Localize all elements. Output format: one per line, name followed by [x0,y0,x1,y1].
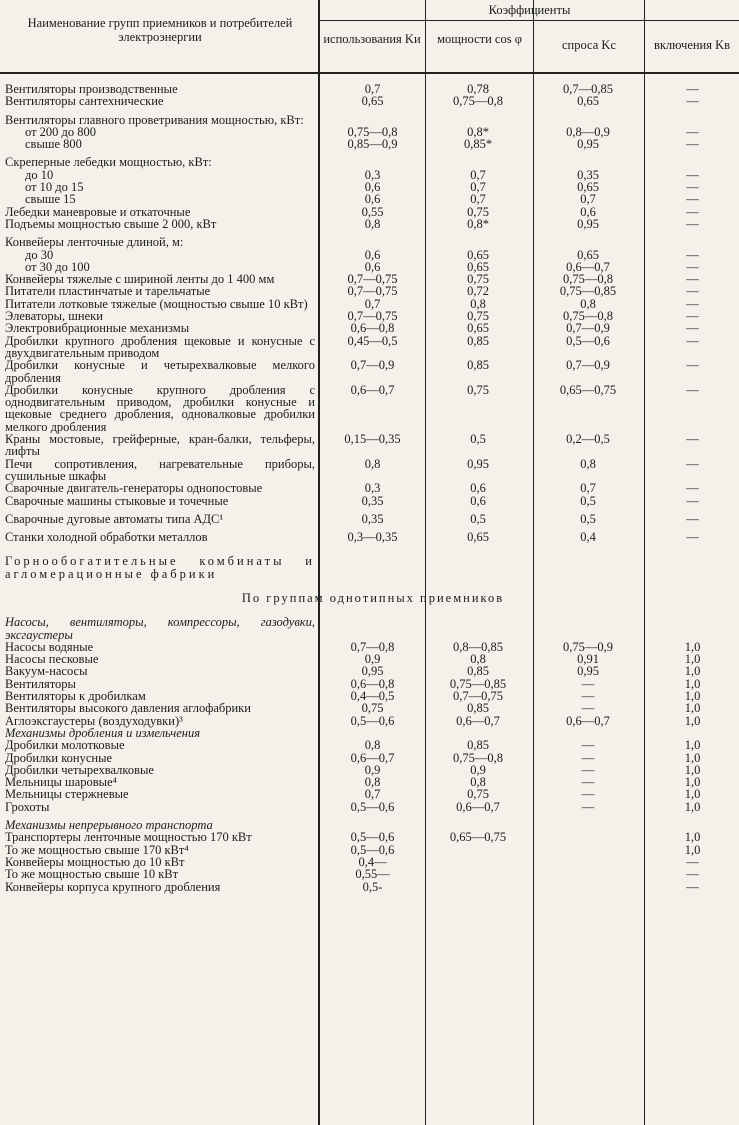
power-factor: 0,6 [470,481,486,496]
row-name: Насосы водяные [5,639,94,654]
table-row [5,322,739,334]
usage-coefficient: 0,8 [364,775,381,790]
row-name: Вентиляторы [5,676,76,691]
demand-coefficient: — [581,787,595,802]
switch-coefficient [644,156,739,168]
demand-coefficient: 0,6 [580,204,596,219]
demand-coefficient: — [581,701,595,716]
power-factor: 0,5 [470,432,486,447]
row-name: Сварочные машины стыковые и точечные [5,493,229,508]
usage-coefficient [321,555,424,580]
usage-coefficient: 0,6—0,8 [350,676,395,691]
header-bottom-rule [0,72,739,74]
demand-coefficient: — [581,799,595,814]
power-factor: 0,95 [467,456,489,471]
demand-coefficient [532,555,644,580]
usage-coefficient: 0,7—0,8 [350,639,395,654]
power-factor: 0,78 [467,82,489,96]
power-factor: 0,85* [463,137,493,152]
table-row [5,513,739,525]
demand-coefficient: 0,4 [580,530,596,545]
table-row [5,592,739,604]
usage-coefficient: 0,95 [361,664,384,679]
table-row [5,482,739,494]
row-name: Вакуум-насосы [5,664,88,679]
row-name: Вентиляторы главного проветривания мощностью, кВт: [5,112,304,127]
col-header-switch: включения Kв [653,38,731,52]
col-header-demand: спроса Kс [562,38,616,52]
switch-coefficient [644,616,739,641]
row-name: от 200 до 800 [25,124,97,139]
switch-coefficient: — [686,481,699,496]
row-name: Дробилки молотковые [5,738,125,753]
switch-coefficient [644,555,739,580]
table-row [5,752,739,764]
usage-coefficient: 0,6 [364,192,381,207]
demand-coefficient: — [581,689,595,704]
power-factor: 0,72 [467,284,489,299]
table-row [5,218,739,230]
power-factor: 0,8 [470,775,486,790]
row-name: То же мощностью свыше 10 кВт [5,867,179,882]
demand-coefficient: 0,65 [577,94,599,109]
usage-coefficient [321,616,424,641]
usage-coefficient: 0,8 [364,216,381,231]
row-name: от 30 до 100 [25,259,90,274]
row-name: Дробилки крупного дробления щековые и конусные с двухдвигательным приводом [5,333,315,360]
switch-coefficient: — [686,124,699,139]
row-name: Вентиляторы высокого давления аглофабрики [5,701,251,716]
power-factor: 0,8 [470,652,486,667]
row-name: до 10 [25,167,54,182]
usage-coefficient: 0,35 [361,493,384,508]
switch-coefficient: 1,0 [684,652,701,667]
table-row [5,433,739,458]
usage-coefficient: 0,85—0,9 [347,137,398,152]
row-name: до 30 [25,247,54,262]
switch-coefficient: — [686,382,699,397]
usage-coefficient: 0,5—0,6 [350,842,395,857]
power-factor: 0,7 [470,180,486,195]
table-row [5,702,739,714]
switch-coefficient: — [686,216,699,231]
table-row [5,616,739,641]
switch-coefficient: — [686,94,699,109]
power-factor: 0,85 [467,358,489,373]
power-factor: 0,75—0,8 [453,94,503,109]
row-name: Насосы песковые [5,652,99,667]
power-factor: 0,8 [470,296,486,311]
demand-coefficient: 0,7—0,9 [566,321,610,336]
demand-coefficient: 0,95 [577,664,599,679]
power-factor: 0,6 [470,493,486,508]
row-name: Питатели лотковые тяжелые (мощностью свыше 10 кВт) [5,296,308,311]
power-factor [424,881,532,893]
power-factor: 0,75 [467,204,489,219]
section-heading: По группам однотипных приемников [241,590,505,605]
switch-coefficient: — [686,296,699,311]
table-row [5,359,739,384]
row-name: Вентиляторы к дробилкам [5,689,146,704]
switch-coefficient: 1,0 [684,676,701,691]
demand-coefficient: 0,5—0,6 [566,333,610,348]
usage-coefficient: 0,6—0,7 [350,750,395,765]
usage-coefficient: 0,6 [364,247,381,262]
switch-coefficient: — [686,180,699,195]
demand-coefficient: 0,8 [580,456,596,471]
row-name: Конвейеры корпуса крупного дробления [5,879,221,894]
power-factor [424,236,532,248]
switch-coefficient: — [686,456,699,471]
usage-coefficient: 0,7—0,75 [347,309,398,324]
switch-coefficient: 1,0 [684,799,701,814]
switch-coefficient: — [686,493,699,508]
switch-coefficient: 1,0 [684,664,701,679]
usage-coefficient: 0,7 [364,296,381,311]
switch-coefficient: 1,0 [684,750,701,765]
power-factor: 0,65 [467,247,489,262]
demand-coefficient: — [581,775,595,790]
power-factor: 0,85 [467,738,489,753]
demand-coefficient: 0,65—0,75 [559,382,617,397]
coefficients-table [5,83,739,893]
usage-coefficient: 0,8 [364,738,381,753]
demand-coefficient [532,819,644,831]
col-header-usage: использования Kи [323,32,421,46]
switch-coefficient [644,236,739,248]
table-row [5,335,739,360]
switch-coefficient: — [686,321,699,336]
usage-coefficient: 0,8 [364,456,381,471]
power-factor: 0,65 [467,530,489,545]
demand-coefficient: 0,75—0,8 [563,309,613,324]
usage-coefficient [321,156,424,168]
table-row [5,531,739,543]
usage-coefficient: 0,55 [361,204,384,219]
demand-coefficient: 0,6—0,7 [566,259,610,274]
row-name: Скреперные лебедки мощностью, кВт: [5,155,212,170]
switch-coefficient: — [686,333,699,348]
row-name: Дробилки конусные и четырехвалковые мелкого дробления [5,358,315,385]
usage-coefficient: 0,65 [361,94,384,109]
demand-coefficient: — [581,750,595,765]
usage-coefficient: 0,6 [364,180,381,195]
row-name: свыше 800 [25,137,82,152]
demand-coefficient [532,881,644,893]
demand-coefficient: 0,75—0,85 [559,284,617,299]
row-name: Краны мостовые, грейферные, кран-балки, тельферы, лифты [5,432,315,459]
table-row [5,555,739,580]
switch-coefficient: — [686,867,699,882]
row-name: Транспортеры ленточные мощностью 170 кВт [5,830,252,845]
demand-coefficient: 0,75—0,9 [563,639,613,654]
switch-coefficient: — [686,854,699,869]
demand-coefficient: — [581,738,595,753]
table-row [5,249,739,261]
demand-coefficient [532,844,644,856]
switch-coefficient: — [686,530,699,545]
switch-coefficient: — [686,272,699,287]
usage-coefficient: 0,4— [358,854,387,869]
power-factor: 0,8* [467,124,489,139]
power-factor [424,616,532,641]
usage-coefficient: 0,7—0,75 [347,272,398,287]
demand-coefficient: 0,65 [577,180,599,195]
row-name: от 10 до 15 [25,180,84,195]
demand-coefficient: 0,6—0,7 [566,713,610,728]
row-name: Вентиляторы производственные [5,82,178,96]
power-factor: 0,85 [467,333,489,348]
col-header-power: мощности cos φ [437,32,522,46]
table-row [5,801,739,813]
row-name: Печи сопротивления, нагревательные приборы, сушильные шкафы [5,456,315,483]
usage-coefficient: 0,5- [362,879,383,894]
row-name: То же мощностью свыше 170 кВт⁴ [5,842,189,857]
switch-coefficient: 1,0 [684,738,701,753]
demand-coefficient: 0,5 [580,511,596,526]
demand-coefficient: 0,95 [577,137,599,152]
demand-coefficient: 0,2—0,5 [566,432,610,447]
coefficients-header: Коэффициенты [488,3,571,17]
row-name: Электровибрационные механизмы [5,321,190,336]
table-row [5,881,739,893]
usage-coefficient: 0,15—0,35 [344,432,401,447]
switch-coefficient: — [686,204,699,219]
usage-coefficient: 0,55— [355,867,390,882]
usage-coefficient: 0,7 [364,787,381,802]
usage-coefficient: 0,9 [364,652,381,667]
power-factor [424,555,532,580]
power-factor [424,856,532,868]
switch-coefficient: 1,0 [684,830,701,845]
table-row [5,495,739,507]
power-factor: 0,7 [470,192,486,207]
demand-coefficient [532,856,644,868]
table-row [5,156,739,168]
power-factor: 0,85 [467,664,489,679]
power-factor: 0,75 [467,309,489,324]
power-factor: 0,6—0,7 [456,713,500,728]
switch-coefficient: 1,0 [684,842,701,857]
demand-coefficient: 0,7 [580,481,596,496]
power-factor: 0,65—0,75 [449,830,507,845]
switch-coefficient: 1,0 [684,639,701,654]
demand-coefficient [532,868,644,880]
demand-coefficient: 0,8—0,9 [566,124,610,139]
row-name: Конвейеры тяжелые с шириной ленты до 1 400 мм [5,272,275,287]
table-row [5,384,739,433]
power-factor: 0,75—0,8 [453,750,503,765]
usage-coefficient: 0,5—0,6 [350,830,395,845]
group-header: Наименование групп приемников и потребителей электроэнергии [27,16,293,44]
row-name: Станки холодной обработки металлов [5,530,208,545]
switch-coefficient: — [686,259,699,274]
table-row [5,831,739,843]
row-name: Мельницы шаровые⁴ [5,775,117,790]
switch-coefficient: 1,0 [684,713,701,728]
power-factor: 0,85 [467,701,489,716]
usage-coefficient: 0,5—0,6 [350,799,395,814]
power-factor: 0,75—0,85 [449,676,507,691]
usage-coefficient: 0,6 [364,259,381,274]
power-factor: 0,5 [470,511,486,526]
power-factor: 0,8—0,85 [453,639,503,654]
usage-coefficient: 0,3—0,35 [347,530,398,545]
row-name: Горнообогатительные комбинаты и агломерационные фабрики [5,554,315,581]
demand-coefficient [532,831,644,843]
switch-coefficient: — [686,432,699,447]
usage-coefficient: 0,3 [364,167,381,182]
power-factor [424,156,532,168]
row-name: Насосы, вентиляторы, компрессоры, газодувки, эксгаустеры [5,615,315,642]
usage-coefficient [321,236,424,248]
switch-coefficient: — [686,284,699,299]
power-factor: 0,6—0,7 [456,799,500,814]
demand-coefficient: — [581,676,595,691]
row-name: Дробилки четырехвалковые [5,762,154,777]
usage-coefficient: 0,75 [361,701,384,716]
power-factor: 0,65 [467,321,489,336]
usage-coefficient: 0,7—0,9 [350,358,395,373]
row-name: свыше 15 [25,192,76,207]
demand-coefficient [532,616,644,641]
demand-coefficient: 0,7—0,85 [563,82,613,96]
switch-coefficient: — [686,879,699,894]
switch-coefficient: — [686,82,699,96]
demand-coefficient: 0,35 [577,167,599,182]
demand-coefficient: — [581,762,595,777]
switch-coefficient: 1,0 [684,775,701,790]
switch-coefficient: — [686,137,699,152]
row-name: Механизмы непрерывного транспорта [5,818,213,833]
power-factor: 0,75 [467,382,489,397]
power-factor [424,844,532,856]
usage-coefficient: 0,7—0,75 [347,284,398,299]
row-name: Подъемы мощностью свыше 2 000, кВт [5,216,217,231]
usage-coefficient: 0,9 [364,762,381,777]
switch-coefficient: 1,0 [684,689,701,704]
row-name: Мельницы стержневые [5,787,129,802]
row-name: Аглоэксгаустеры (воздуходувки)³ [5,713,183,728]
row-name: Элеваторы, шнеки [5,309,103,324]
row-name: Механизмы дробления и измельчения [5,725,201,740]
switch-coefficient: — [686,192,699,207]
demand-coefficient: 0,75—0,8 [563,272,613,287]
switch-coefficient: 1,0 [684,762,701,777]
row-name: Конвейеры мощностью до 10 кВт [5,854,185,869]
usage-coefficient: 0,7 [364,82,381,96]
demand-coefficient [532,236,644,248]
row-name: Дробилки конусные [5,750,113,765]
row-name: Сварочные двигатель-генераторы однопостовые [5,481,263,496]
row-name: Питатели пластинчатые и тарельчатые [5,284,211,299]
power-factor: 0,7—0,75 [453,689,503,704]
power-factor: 0,9 [470,762,486,777]
switch-coefficient: — [686,511,699,526]
usage-coefficient: 0,35 [361,511,384,526]
row-name: Конвейеры ленточные длиной, м: [5,235,184,250]
power-factor: 0,8* [467,216,489,231]
power-factor: 0,75 [467,787,489,802]
switch-coefficient: — [686,247,699,262]
power-factor [424,868,532,880]
row-name: Вентиляторы сантехнические [5,94,164,109]
demand-coefficient: 0,95 [577,216,599,231]
switch-coefficient: — [686,167,699,182]
power-factor: 0,75 [467,272,489,287]
row-name: Дробилки конусные крупного дробления с однодвигательным приводом, дробилки конусные и щековые среднего дробления, одновалковые дробилки мелкого дробления [5,382,315,434]
switch-coefficient: — [686,358,699,373]
demand-coefficient: 0,7—0,9 [566,358,610,373]
usage-coefficient: 0,45—0,5 [347,333,398,348]
power-factor: 0,7 [470,167,486,182]
demand-coefficient: 0,7 [580,192,596,207]
demand-coefficient: 0,91 [577,652,599,667]
demand-coefficient: 0,8 [580,296,596,311]
demand-coefficient: 0,5 [580,493,596,508]
table-row [5,138,739,150]
table-row [5,95,739,107]
usage-coefficient: 0,3 [364,481,381,496]
row-name: Грохоты [5,799,50,814]
row-name: Сварочные дуговые автоматы типа АДС¹ [5,511,224,526]
switch-coefficient: — [686,309,699,324]
table-row [5,739,739,751]
table-row [5,868,739,880]
table-row [5,236,739,248]
usage-coefficient: 0,5—0,6 [350,713,395,728]
table-row [5,285,739,297]
usage-coefficient: 0,4—0,5 [350,689,395,704]
demand-coefficient: 0,65 [577,247,599,262]
demand-coefficient [532,156,644,168]
header-rule [318,20,739,21]
usage-coefficient: 0,75—0,8 [347,124,398,139]
table-row [5,665,739,677]
usage-coefficient: 0,6—0,7 [350,382,395,397]
row-name: Лебедки маневровые и откаточные [5,204,191,219]
power-factor: 0,65 [467,259,489,274]
table-row [5,193,739,205]
table-row [5,458,739,483]
switch-coefficient: 1,0 [684,787,701,802]
usage-coefficient: 0,6—0,8 [350,321,395,336]
table-row [5,788,739,800]
switch-coefficient: 1,0 [684,701,701,716]
